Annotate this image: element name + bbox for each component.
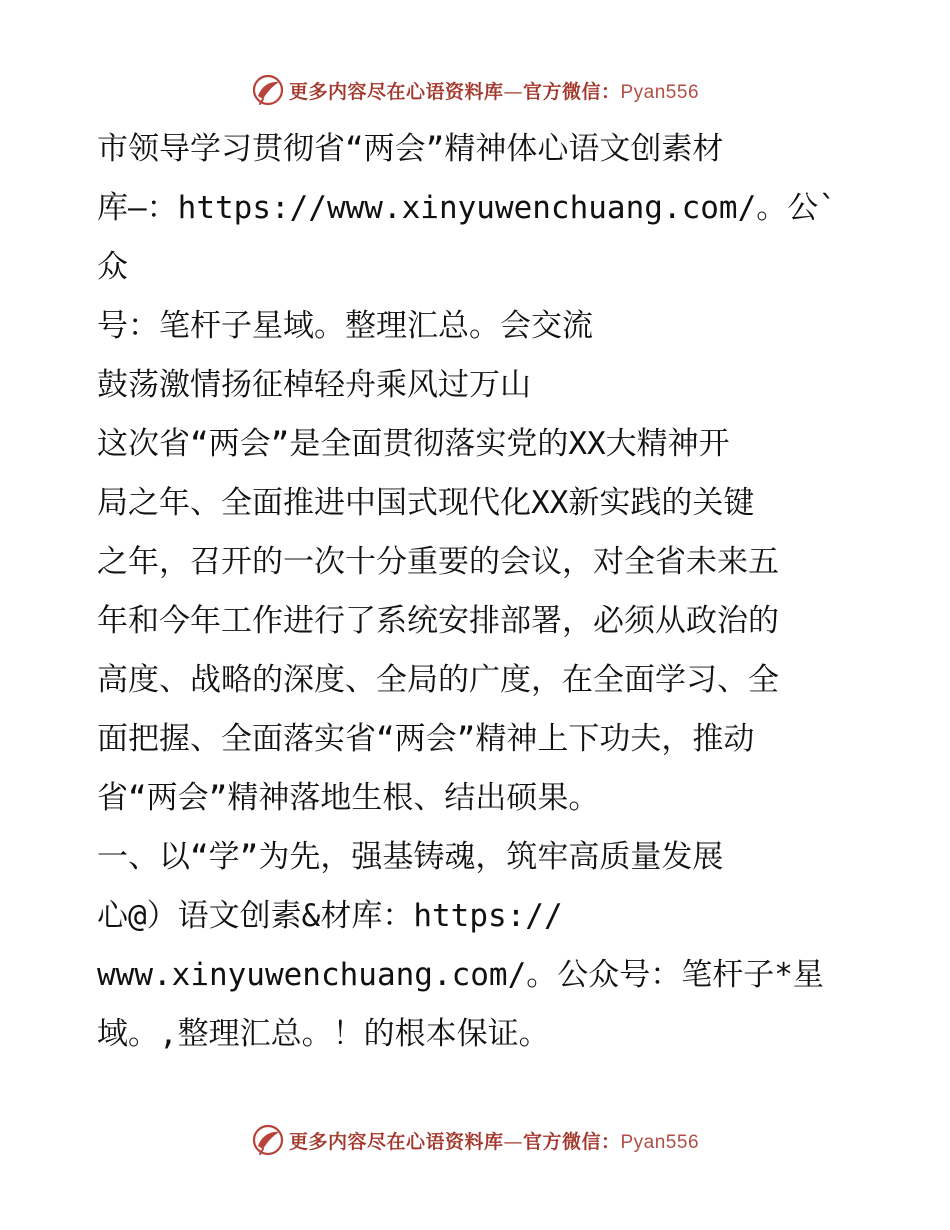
footer-banner-text [289,1127,699,1154]
text-line: 心@）语文创素&材库：https:// [97,898,563,934]
banner-dash: — [503,1130,523,1153]
banner-main-text: 更多内容尽在心语资料库 [288,80,504,103]
pen-logo-icon [251,1123,285,1157]
banner-sub-text: 官方微信： [522,80,621,103]
text-line: 鼓荡激情扬征棹轻舟乘风过万山 [97,367,531,403]
banner-account-text: Pyan556 [620,1131,700,1153]
text-line: www.xinyuwenchuang.com/。公众号：笔杆子*星 [97,957,824,993]
footer-banner [0,1118,950,1162]
text-line: 面把握、全面落实省“两会”精神上下功夫，推动 [97,721,755,757]
pen-logo-icon [251,73,285,107]
text-line: 高度、战略的深度、全局的广度，在全面学习、全 [97,662,779,698]
text-line: 这次省“两会”是全面贯彻落实党的XX大精神开 [97,426,730,462]
text-line: 市领导学习贯彻省“两会”精神体心语文创素材 [97,131,724,167]
banner-dash: — [503,80,523,103]
text-line: 库—：https://www.xinyuwenchuang.com/。公`众 [97,190,837,285]
paragraph-section-one [97,828,857,1064]
text-line: 号：笔杆子星域。整理汇总。会交流 [97,308,593,344]
paragraph-subtitle [97,356,857,415]
text-line: 一、以“学”为先，强基铸魂，筑牢高质量发展 [97,839,724,875]
text-line: 局之年、全面推进中国式现代化XX新实践的关键 [97,485,755,521]
banner-main-text: 更多内容尽在心语资料库 [288,1130,504,1153]
paragraph-main [97,415,857,828]
text-line: 之年，召开的一次十分重要的会议，对全省未来五 [97,544,779,580]
header-banner [0,68,950,112]
header-banner-text [289,77,699,104]
paragraph-intro [97,120,857,356]
text-line: 省“两会”精神落地生根、结出硕果。 [97,780,600,816]
text-line: 域。,整理汇总。！的根本保证。 [97,1016,550,1052]
text-line: 年和今年工作进行了系统安排部署，必须从政治的 [97,603,779,639]
banner-sub-text: 官方微信： [522,1130,621,1153]
banner-account-text: Pyan556 [620,81,700,103]
document-body [97,120,857,1064]
